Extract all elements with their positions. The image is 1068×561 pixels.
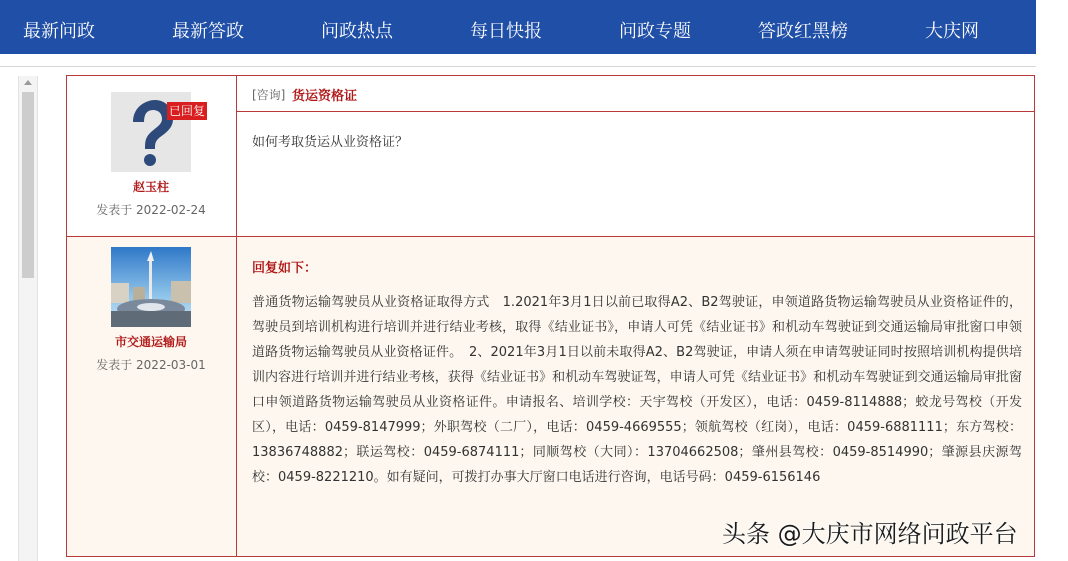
- reply-date: 发表于 2022-03-01: [96, 358, 206, 372]
- question-body: 如何考取货运从业资格证？: [252, 135, 409, 150]
- asker-name[interactable]: 赵玉柱: [132, 180, 169, 194]
- scrollbar-thumb[interactable]: [22, 92, 34, 278]
- title-divider: [237, 111, 1035, 112]
- nav-item-latest-answers[interactable]: 最新答政: [172, 21, 244, 42]
- top-nav-bar: [0, 0, 1036, 54]
- scroll-up-arrow-icon[interactable]: [24, 80, 32, 85]
- reply-heading: 回复如下：: [252, 261, 318, 276]
- divider: [0, 66, 1036, 67]
- department-avatar[interactable]: [111, 247, 191, 327]
- nav-item-special-topics[interactable]: 问政专题: [619, 21, 691, 42]
- scrollbar-track[interactable]: [18, 76, 38, 561]
- city-square-photo-icon: [111, 247, 191, 327]
- question-title: 货运资格证: [292, 89, 358, 104]
- nav-item-daily-news[interactable]: 每日快报: [470, 21, 542, 42]
- watermark: 头条 @大庆市网络问政平台: [722, 520, 1018, 548]
- nav-item-latest-questions[interactable]: 最新问政: [23, 21, 95, 42]
- column-divider: [236, 75, 237, 557]
- nav-item-red-black-list[interactable]: 答政红黑榜: [758, 21, 848, 42]
- row-divider: [66, 236, 1035, 237]
- department-name[interactable]: 市交通运输局: [114, 335, 187, 349]
- question-date: 发表于 2022-02-24: [96, 203, 206, 217]
- nav-item-daqing-net[interactable]: 大庆网: [925, 21, 979, 42]
- question-category-tag: [咨询]: [252, 88, 286, 102]
- nav-item-hot-topics[interactable]: 问政热点: [321, 21, 393, 42]
- reply-body: 普通货物运输驾驶员从业资格证取得方式 1.2021年3月1日以前已取得A2、B2驾驶证，申领道路货物运输驾驶员从业资格证件的，驾驶员到培训机构进行培训并进行结业考核，取得《结业证书》，申请人可凭《结业证书》和机动车驾驶证到交通运输局审批窗口申领道路货物运输驾驶员从业资格证件。 2、2021年3月1日以前未取得A2、B2驾驶证，申请人须在申请驾驶证同时按照培训机构提供培训内容进行培训并进行结业考核，获得《结业证书》和机动车驾驶证驾，申请人可凭《结业证书》和机动车驾驶证到交通运输局审批窗口申领道路货物运输驾驶员从业资格证件。申请报名、培训学校：天宇驾校（开发区），电话：0459-8114888；蛟龙号驾校（开发区），电话：0459-8147999；外职驾校（二厂），电话：0459-4669555；领航驾校（红岗），电话：0459-6881111；东方驾校：13836748882；联运驾校：0459-6874111；同顺驾校（大同）：13704662508；肇州县驾校：0459-8514990；肇源县庆源驾校：0459-8221210。如有疑问，可拨打办事大厅窗口电话进行咨询，电话号码：0459-6156146: [252, 295, 1022, 485]
- replied-badge: 已回复: [168, 104, 205, 118]
